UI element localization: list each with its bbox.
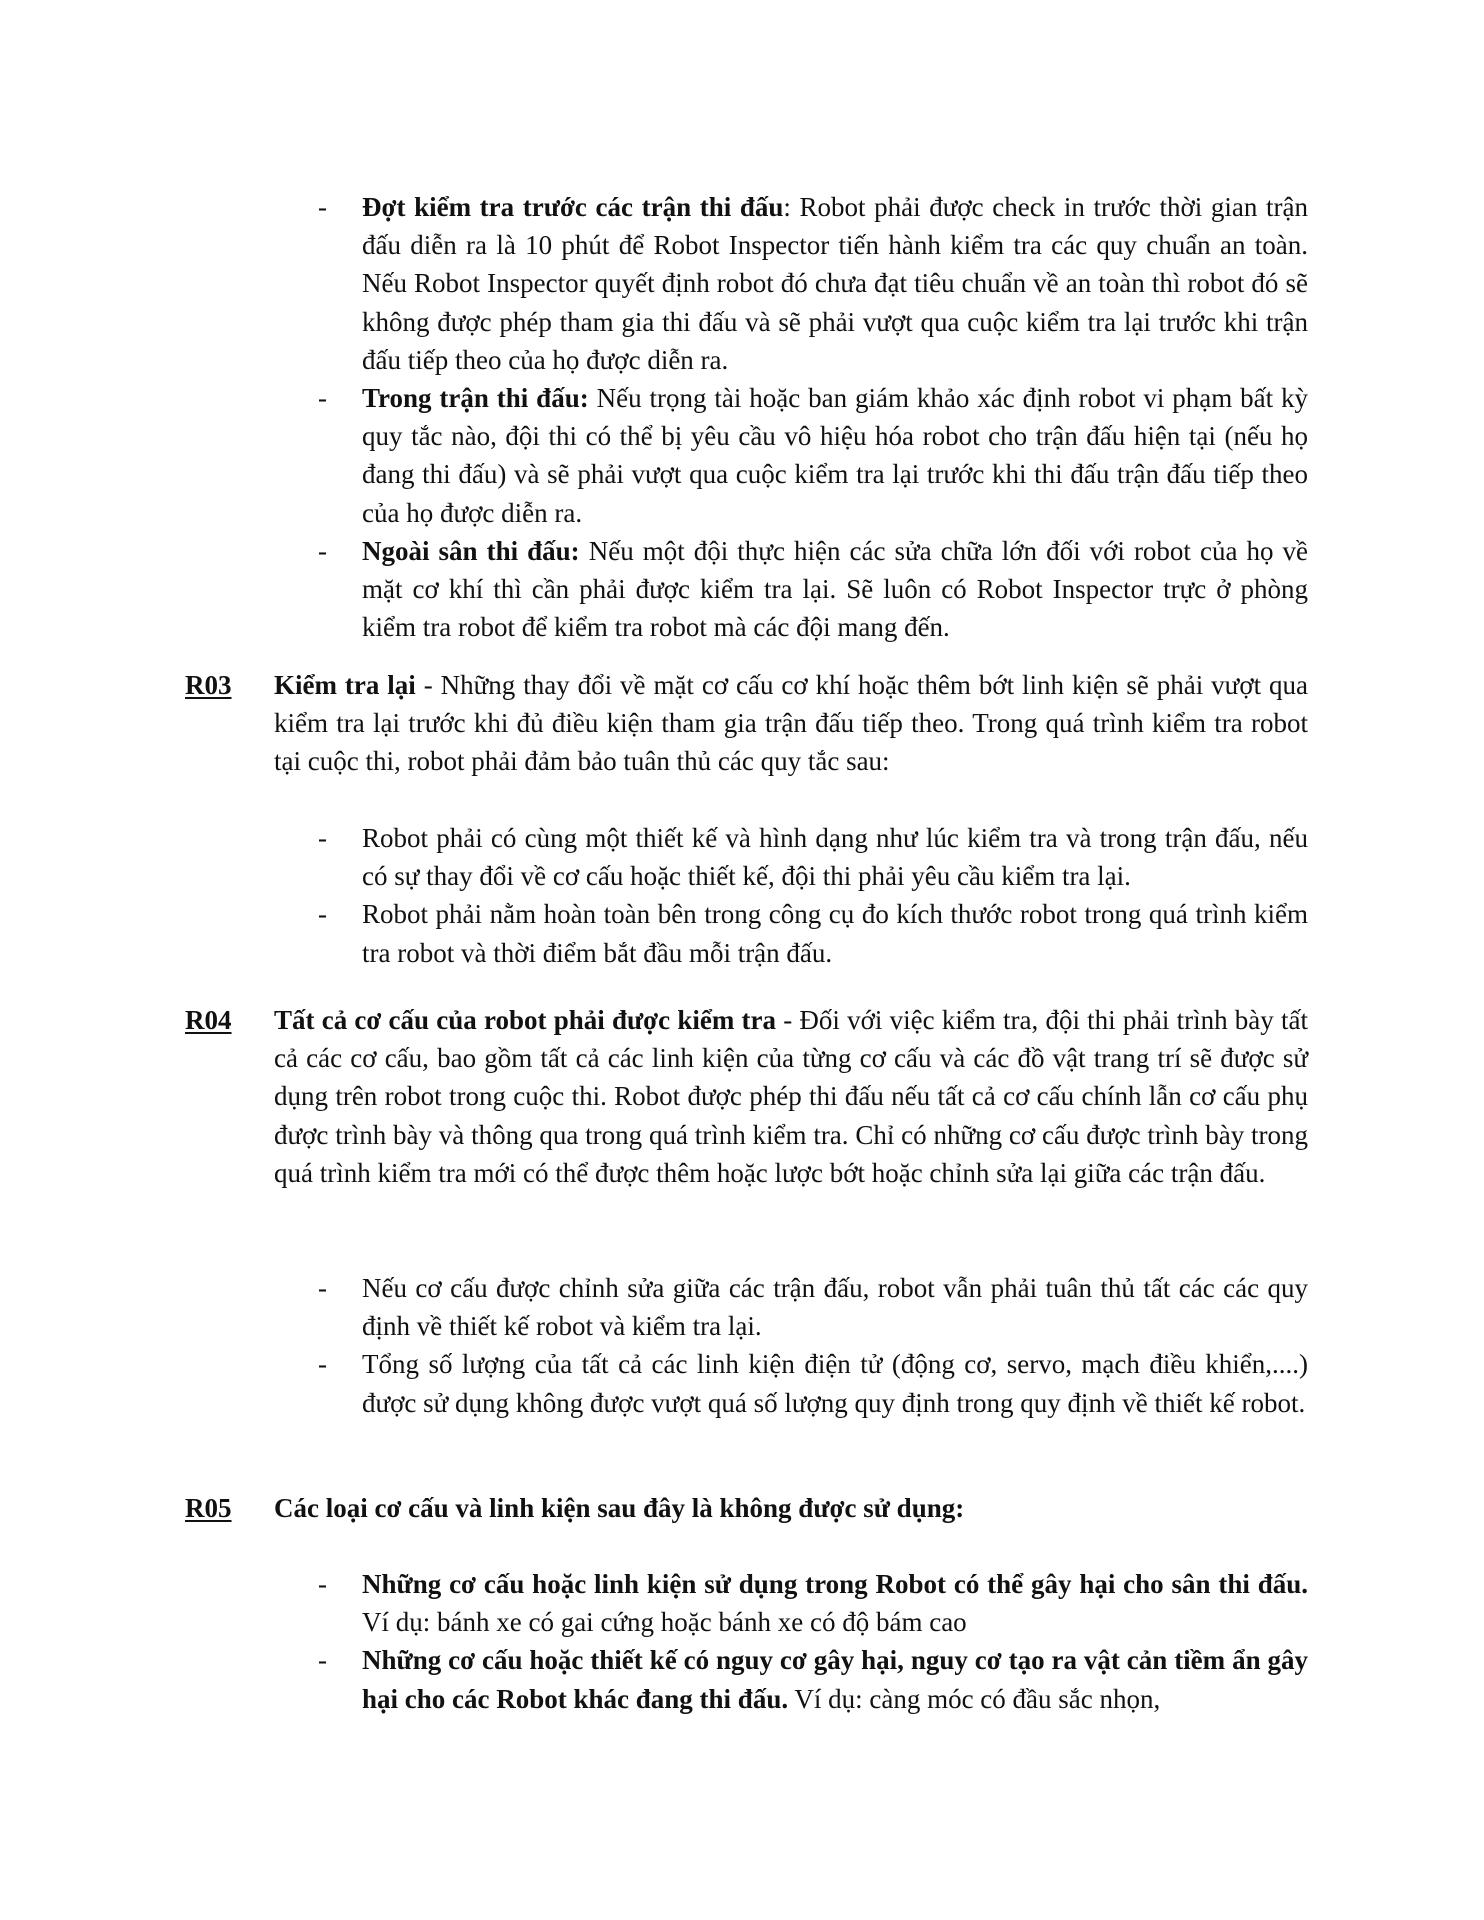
list-item-heading: Trong trận thi đấu:: [362, 383, 589, 414]
rule-r04: [185, 1001, 1308, 1192]
rule-r05-list: [318, 1565, 1308, 1718]
list-item-text: Robot phải có cùng một thiết kế và hình dạng như lúc kiểm tra và trong trận đấu, nếu có sự thay đổi về cơ cấu hoặc thiết kế, đội thi phải yêu cầu kiểm tra lại.: [362, 823, 1308, 892]
list-item-heading: Ngoài sân thi đấu:: [362, 535, 580, 566]
list-item-heading: Những cơ cấu hoặc linh kiện sử dụng trong Robot có thể gây hại cho sân thi đấu.: [362, 1569, 1308, 1599]
rule-text: - Đối với việc kiểm tra, đội thi phải trình bày tất cả các cơ cấu, bao gồm tất cả các linh kiện của từng cơ cấu và các đồ vật trang trí sẽ được sử dụng trên robot trong cuộc thi. Robot được phép thi đấu nếu tất cả cơ cấu chính lẫn cơ cấu phụ được trình bày và thông qua trong quá trình kiểm tra. Chỉ có những cơ cấu được trình bày trong quá trình kiểm tra mới có thể được thêm hoặc lược bớt hoặc chỉnh sửa lại giữa các trận đấu.: [274, 1005, 1308, 1188]
rule-body: [274, 1001, 1308, 1192]
list-item: [318, 532, 1308, 647]
rule-text: - Những thay đổi về mặt cơ cấu cơ khí hoặc thêm bớt linh kiện sẽ phải vượt qua kiểm tra lại trước khi đủ điều kiện tham gia trận đấu tiếp theo. Trong quá trình kiểm tra robot tại cuộc thi, robot phải đảm bảo tuân thủ các quy tắc sau:: [274, 670, 1308, 777]
bullet-dash: -: [318, 535, 327, 566]
list-item: [318, 188, 1308, 379]
bullet-dash: -: [318, 1349, 327, 1380]
rule-body: [274, 666, 1308, 781]
list-item: [318, 379, 1308, 532]
list-item: [318, 895, 1308, 971]
list-item: [318, 819, 1308, 895]
rule-title: Kiểm tra lại: [274, 670, 416, 700]
bullet-dash: -: [318, 899, 327, 930]
list-item-text: Nếu cơ cấu được chỉnh sửa giữa các trận đấu, robot vẫn phải tuân thủ tất các các quy định về thiết kế robot và kiểm tra lại.: [362, 1273, 1308, 1342]
list-item: [318, 1345, 1308, 1421]
list-item: [318, 1641, 1308, 1717]
list-item-text: : Robot phải được check in trước thời gian trận đấu diễn ra là 10 phút để Robot Inspector tiến hành kiểm tra các quy chuẩn an toàn. Nếu Robot Inspector quyết định robot đó chưa đạt tiêu chuẩn về an toàn thì robot đó sẽ không được phép tham gia thi đấu và sẽ phải vượt qua cuộc kiểm tra lại trước khi trận đấu tiếp theo của họ được diễn ra.: [362, 192, 1308, 375]
rule-body: [274, 1489, 1308, 1527]
bullet-dash: -: [318, 1645, 327, 1676]
list-item-text: Tổng số lượng của tất cả các linh kiện điện tử (động cơ, servo, mạch điều khiển,....) được sử dụng không được vượt quá số lượng quy định trong quy định về thiết kế robot.: [362, 1349, 1308, 1418]
rule-title: Tất cả cơ cấu của robot phải được kiểm tra: [274, 1005, 777, 1035]
rule-r03-list: [318, 819, 1308, 972]
list-item: [318, 1269, 1308, 1345]
rule-r03: [185, 666, 1308, 781]
list-item-text: Nếu một đội thực hiện các sửa chữa lớn đối với robot của họ về mặt cơ khí thì cần phải được kiểm tra lại. Sẽ luôn có Robot Inspector trực ở phòng kiểm tra robot để kiểm tra robot mà các đội mang đến.: [362, 535, 1308, 643]
bullet-dash: -: [318, 823, 327, 853]
list-item-text: Nếu trọng tài hoặc ban giám khảo xác định robot vi phạm bất kỳ quy tắc nào, đội thi có thể bị yêu cầu vô hiệu hóa robot cho trận đấu hiện tại (nếu họ đang thi đấu) và sẽ phải vượt qua cuộc kiểm tra lại trước khi thi đấu trận đấu tiếp theo của họ được diễn ra.: [362, 383, 1308, 528]
list-item-heading: Đợt kiểm tra trước các trận thi đấu: [362, 192, 784, 222]
list-item: [318, 1565, 1308, 1641]
bullet-dash: -: [318, 383, 327, 414]
bullet-dash: -: [318, 192, 327, 222]
list-item-text: Ví dụ: bánh xe có gai cứng hoặc bánh xe có độ bám cao: [362, 1607, 967, 1638]
rule-id: R05: [185, 1493, 232, 1523]
rule-r05: [185, 1489, 1308, 1527]
inspection-stages-list: [318, 188, 1308, 646]
bullet-dash: -: [318, 1273, 327, 1303]
list-item-heading: Những cơ cấu hoặc thiết kế có nguy cơ gây hại, nguy cơ tạo ra vật cản tiềm ẩn gây hại cho các Robot khác đang thi đấu.: [362, 1645, 1308, 1714]
bullet-dash: -: [318, 1569, 327, 1599]
rule-id: R03: [185, 670, 232, 700]
rule-title: Các loại cơ cấu và linh kiện sau đây là không được sử dụng:: [274, 1493, 965, 1523]
list-item-text: Ví dụ: càng móc có đầu sắc nhọn,: [788, 1683, 1161, 1714]
list-item-text: Robot phải nằm hoàn toàn bên trong công cụ đo kích thước robot trong quá trình kiểm tra robot và thời điểm bắt đầu mỗi trận đấu.: [362, 899, 1308, 968]
rule-id: R04: [185, 1005, 232, 1035]
rule-r04-list: [318, 1269, 1308, 1422]
